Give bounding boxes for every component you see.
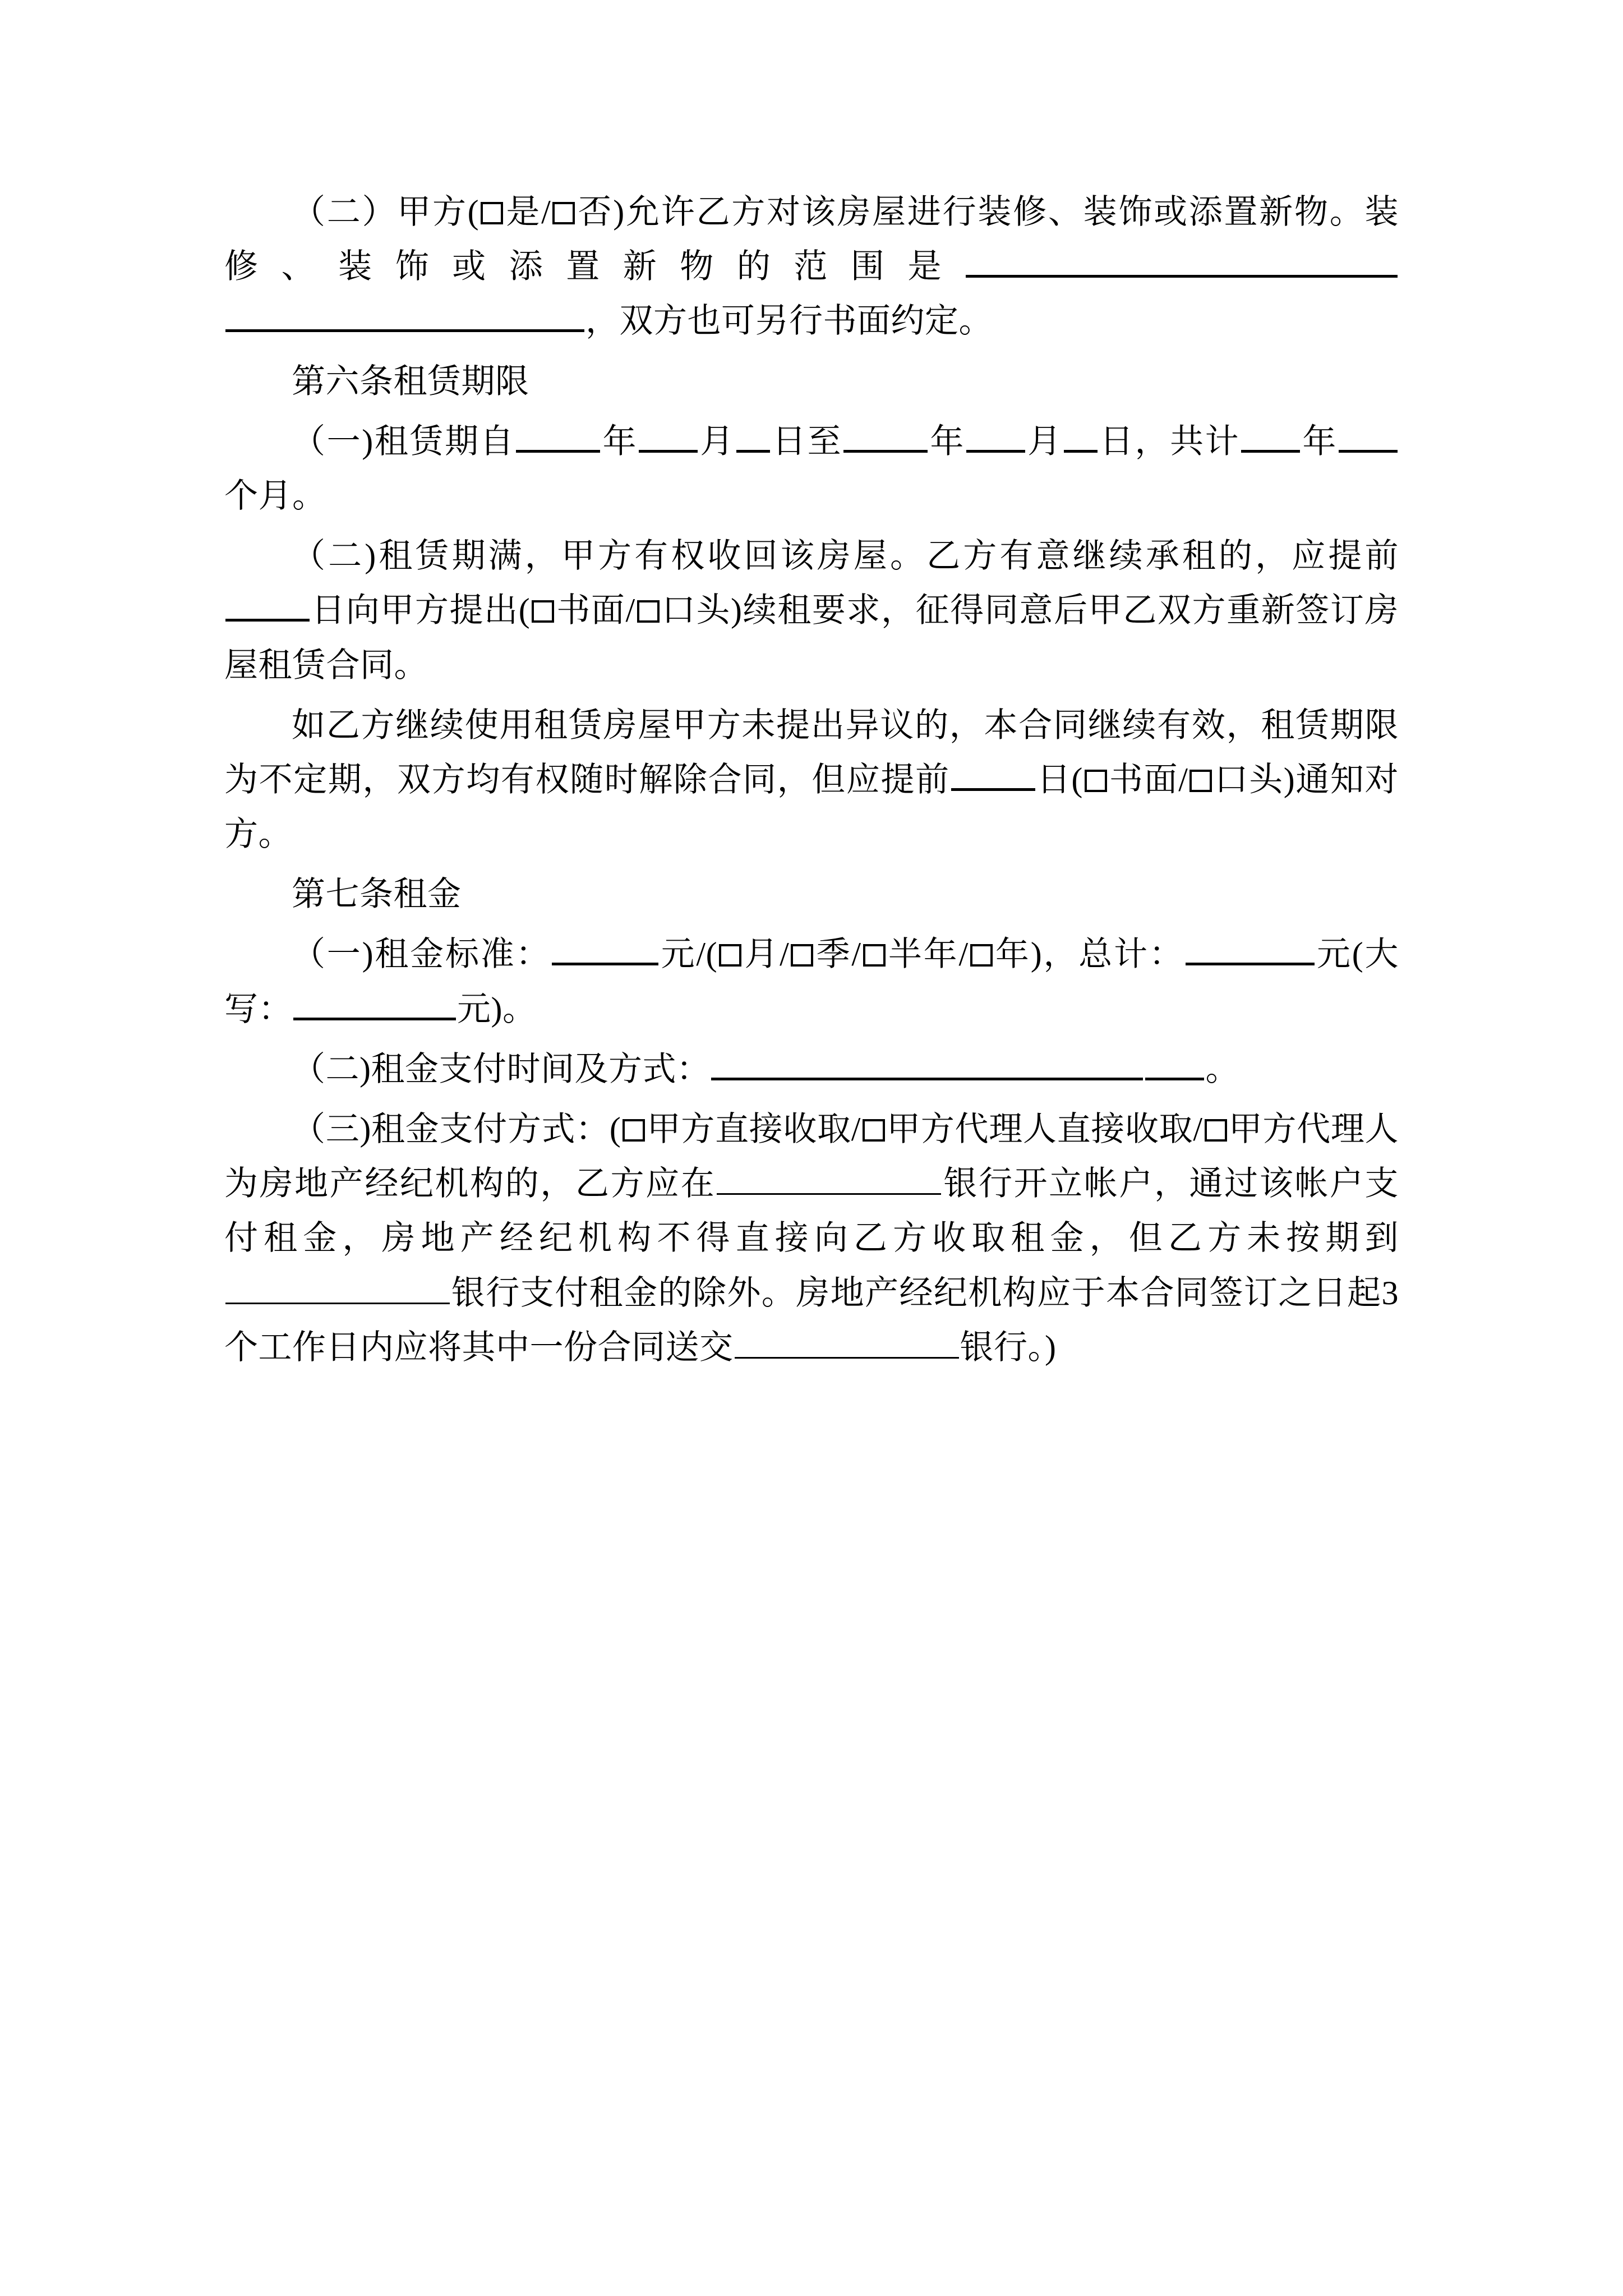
text-run: 月/: [743, 936, 790, 973]
checkbox-icon[interactable]: [623, 1119, 645, 1142]
blank-fill-line[interactable]: [639, 418, 698, 453]
text-run: 日，共计: [1098, 422, 1241, 460]
text-run: 第七条租金: [292, 876, 462, 913]
blank-fill-line[interactable]: [293, 986, 456, 1020]
text-run: 口头)续租要求，征得同意后甲乙双方重新签订房屋租赁合同。: [224, 592, 1399, 684]
checkbox-icon[interactable]: [637, 600, 660, 623]
document-body: [224, 185, 1399, 1375]
text-run: 如乙方继续使用租赁房屋甲方未提出异议的，本合同继续有效，租赁期限为不定期，双方均有权随时解除合同，但应提前: [224, 706, 1399, 798]
p-rent-1: [224, 927, 1399, 1036]
text-run: （三)租金支付方式：(: [292, 1111, 621, 1148]
blank-fill-line[interactable]: [736, 418, 770, 453]
blank-fill-line[interactable]: [717, 1161, 941, 1195]
text-run: 甲方代理人为房地产经纪机构的，乙方应在: [224, 1111, 1399, 1203]
text-run: 甲方代理人直接收取/: [886, 1111, 1203, 1148]
text-run: 年: [929, 422, 965, 460]
blank-fill-line[interactable]: [1186, 931, 1315, 965]
text-run: 甲方直接收取/: [647, 1111, 861, 1148]
text-run: 月: [1026, 422, 1063, 460]
blank-fill-line[interactable]: [843, 418, 928, 453]
checkbox-icon[interactable]: [481, 202, 503, 224]
text-run: 年)，总计：: [994, 936, 1184, 973]
text-run: 季/: [815, 936, 861, 973]
text-run: 元(大写：: [224, 936, 1399, 1028]
text-run: 第六条租赁期限: [292, 362, 529, 400]
text-run: 年: [601, 422, 638, 460]
text-run: 日向甲方提出(: [311, 592, 531, 629]
blank-fill-line[interactable]: [711, 1046, 1143, 1080]
text-run: 书面/: [556, 592, 635, 629]
text-run: ，双方也可另行书面约定。: [585, 302, 993, 340]
blank-fill-line[interactable]: [1145, 1046, 1204, 1080]
text-run: 银行支付租金的除外。房地产经纪机构应于本合同签订之日起3个工作日内应将其中一份合同送交: [224, 1274, 1399, 1366]
checkbox-icon[interactable]: [532, 600, 554, 623]
text-run: 否)允许乙方对该房屋进行装修、装饰或添置新物。装修、装饰或添置新物的范围是: [224, 194, 1399, 286]
text-run: 书面/: [1108, 761, 1188, 798]
checkbox-icon[interactable]: [791, 944, 813, 967]
text-run: 年: [1301, 422, 1338, 460]
p-article6-title: [224, 355, 1399, 409]
text-run: 是/: [505, 194, 551, 231]
text-run: 银行开立帐户，通过该帐户支付租金，房地产经纪机构不得直接向乙方收取租金，但乙方未按期到: [224, 1165, 1399, 1257]
checkbox-icon[interactable]: [719, 944, 741, 967]
text-run: 个月。: [224, 477, 326, 514]
checkbox-icon[interactable]: [863, 1119, 885, 1142]
p-rent-2: [224, 1042, 1399, 1097]
blank-fill-line[interactable]: [552, 931, 658, 965]
text-run: 银行。): [960, 1328, 1057, 1366]
text-run: 元/(: [660, 936, 718, 973]
blank-fill-line[interactable]: [735, 1325, 959, 1359]
blank-fill-line[interactable]: [1339, 418, 1398, 453]
text-run: 。: [1205, 1050, 1239, 1088]
blank-fill-line[interactable]: [951, 756, 1035, 791]
text-run: 日至: [771, 422, 843, 460]
blank-fill-line[interactable]: [225, 297, 584, 332]
checkbox-icon[interactable]: [970, 944, 993, 967]
p-term-2: [224, 529, 1399, 693]
text-run: 月: [699, 422, 735, 460]
text-run: 半年/: [887, 936, 969, 973]
p-term-1: [224, 415, 1399, 523]
text-run: （二)租金支付时间及方式：: [292, 1050, 711, 1088]
checkbox-icon[interactable]: [1085, 770, 1107, 792]
blank-fill-line[interactable]: [966, 418, 1025, 453]
p-term-3: [224, 698, 1399, 862]
checkbox-icon[interactable]: [863, 944, 886, 967]
checkbox-icon[interactable]: [1189, 770, 1212, 792]
text-run: （二)租赁期满，甲方有权收回该房屋。乙方有意继续承租的，应提前: [292, 537, 1399, 575]
text-run: （二）甲方(: [292, 194, 479, 231]
blank-fill-line[interactable]: [225, 587, 310, 622]
text-run: 日(: [1036, 761, 1083, 798]
p-rent-3: [224, 1102, 1399, 1375]
p-article7-title: [224, 867, 1399, 922]
text-run: （一)租赁期自: [292, 422, 515, 460]
checkbox-icon[interactable]: [1205, 1119, 1227, 1142]
blank-fill-line[interactable]: [225, 1271, 450, 1304]
checkbox-icon[interactable]: [552, 202, 575, 224]
blank-fill-line[interactable]: [1241, 418, 1300, 453]
blank-fill-line[interactable]: [1064, 418, 1098, 453]
text-run: （一)租金标准：: [292, 936, 551, 973]
text-run: 元)。: [457, 990, 537, 1028]
p-decor: [224, 185, 1399, 349]
text-run: 口头)通知对方。: [224, 761, 1399, 853]
blank-fill-line[interactable]: [966, 243, 1398, 278]
blank-fill-line[interactable]: [516, 418, 600, 453]
